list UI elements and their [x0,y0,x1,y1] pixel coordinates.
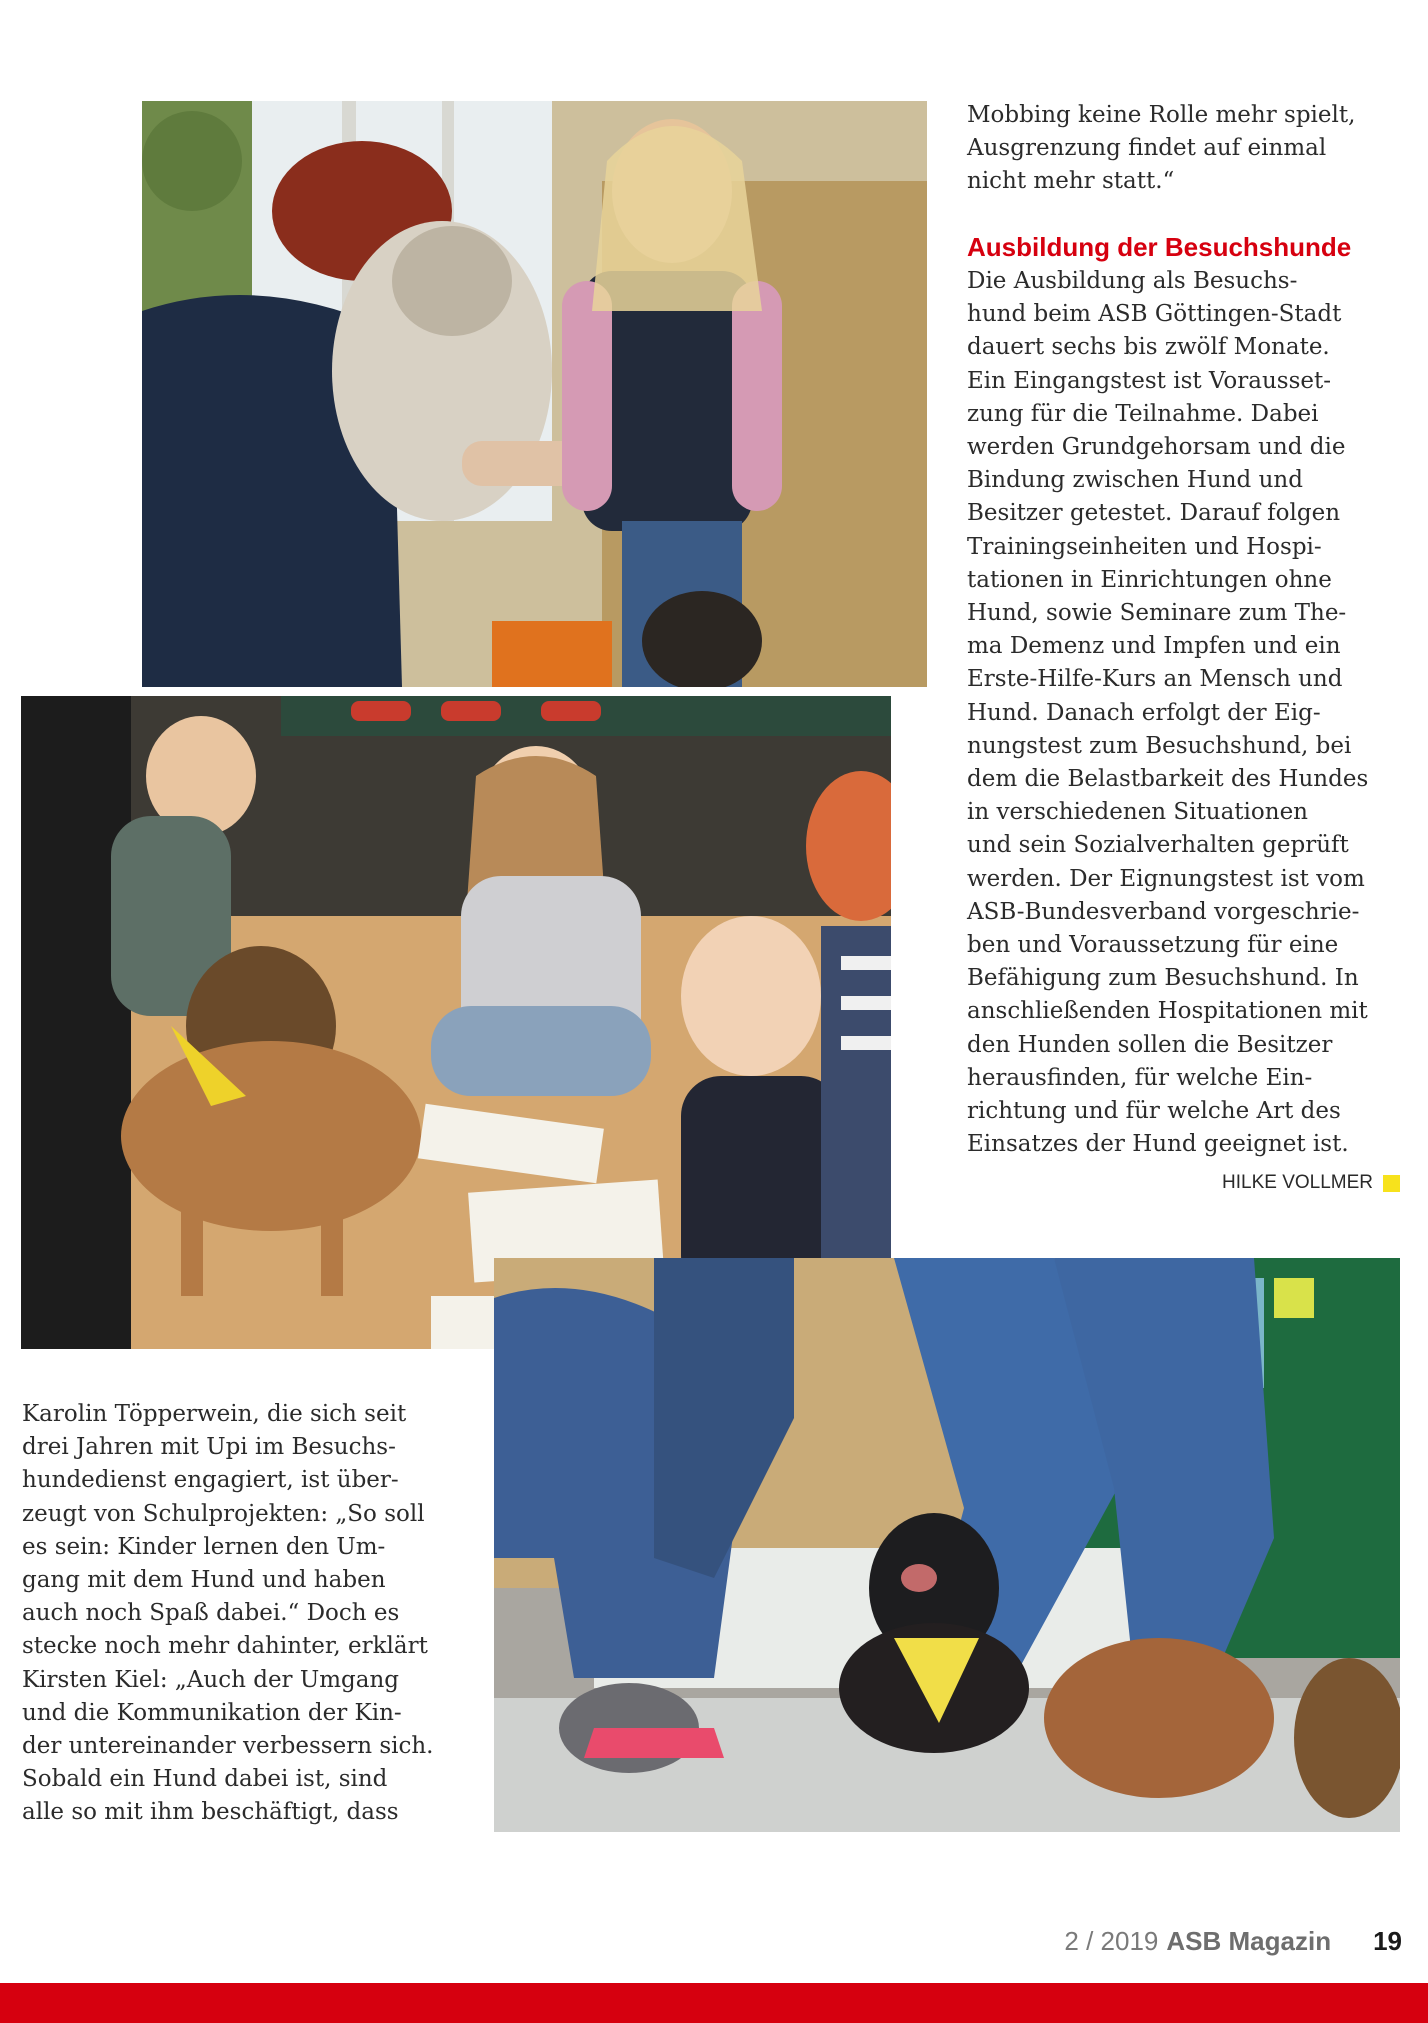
footer-magazine-title: ASB Magazin [1166,1926,1332,1956]
page-number: 19 [1373,1926,1402,1956]
byline-author: HILKE VOLLMER [1222,1172,1373,1193]
footer-red-bar [0,1983,1428,2023]
byline [1100,1172,1400,1194]
photo-children-floor-dog [21,696,891,1349]
photo-woman-dog-girl [142,101,927,687]
left-column-text: Karolin Töpperwein, die sich seit drei Jahren mit Upi im Besuchs- hundedienst engagiert, ist über- zeugt von Schulprojekten: „So soll es sein: Kinder lernen den Um- gang mit dem Hund und haben auch noch Spaß dabei.“ Doch es stecke noch mehr dahinter, erklärt Kirsten Kiel: „Auch der Umgang und die Kommunikation der Kin- der untereinander verbessern sich. Sobald ein Hund dabei ist, sind alle so mit ihm beschäftigt, dass [22,1401,434,1826]
byline-marker-icon [1383,1175,1400,1192]
footer-issue: 2 / 2019 [1064,1926,1159,1956]
page-footer [1050,1926,1402,1957]
photo-poodle-legs [494,1258,1400,1832]
section-heading: Ausbildung der Besuchshunde [967,232,1352,262]
right-column-intro: Mobbing keine Rolle mehr spielt, Ausgrenzung findet auf einmal nicht mehr statt.“ [967,102,1356,195]
section-body: Die Ausbildung als Besuchs- hund beim ASB Göttingen-Stadt dauert sechs bis zwölf Monate. Ein Eingangstest ist Vorausset- zung für die Teilnahme. Dabei werden Grundgehorsam und die Bindung zwischen Hund und Besitzer getestet. Darauf folgen Trainingseinheiten und Hospi- tationen in Einrichtungen ohne Hund, sowie Seminare zum The- ma Demenz und Impfen und ein Erste-Hilfe-Kurs an Mensch und Hund. Danach erfolgt der Eig- nungstest zum Besuchshund, bei dem die Belastbarkeit des Hundes in verschiedenen Situationen und sein Sozialverhalten geprüft werden. Der Eignungstest ist vom ASB-Bundesverband vorgeschrie- ben und Voraussetzung für eine Befähigung zum Besuchshund. In anschließenden Hospitationen mit den Hunden sollen die Besitzer herausfinden, für welche Ein- richtung und für welche Art des Einsatzes der Hund geeignet ist. [967,268,1369,1158]
